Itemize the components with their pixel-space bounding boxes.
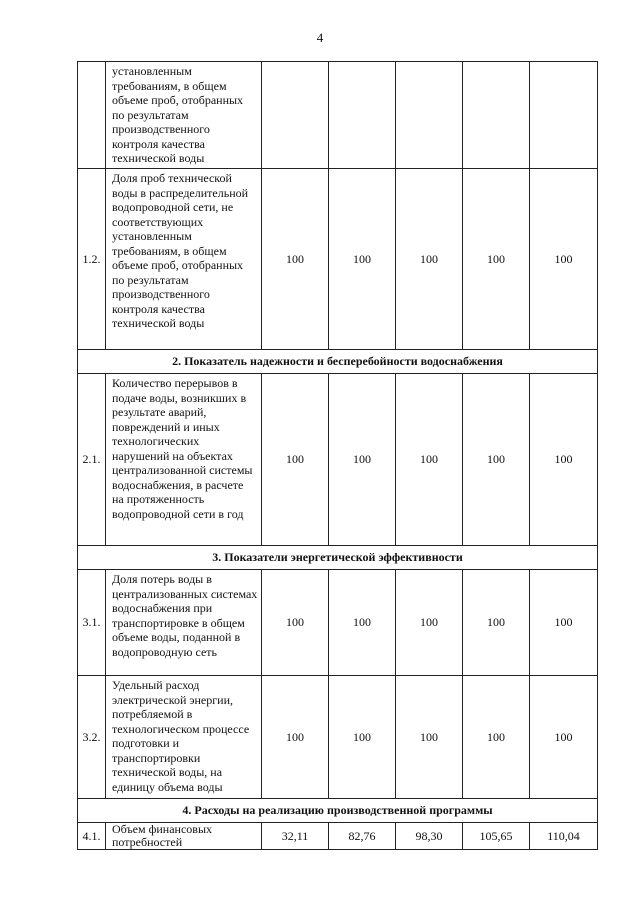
indicator-value <box>329 62 396 169</box>
row-number: 4.1. <box>78 823 106 850</box>
indicator-value <box>463 62 530 169</box>
section-row <box>78 799 598 823</box>
indicator-value: 100 <box>530 169 598 350</box>
indicator-value: 100 <box>396 169 463 350</box>
table-row <box>78 169 598 350</box>
indicator-value: 110,04 <box>530 823 598 850</box>
indicator-value <box>262 62 329 169</box>
indicator-name: Доля проб технической воды в распределительной водопроводной сети, не соответствующих установленным требованиям, в общем объеме проб, отобранных по результатам производственного контроля качества технической воды <box>106 169 262 350</box>
section-title: 2. Показатель надежности и бесперебойности водоснабжения <box>78 350 598 374</box>
indicator-name: Объем финансовых потребностей <box>106 823 262 850</box>
table-row <box>78 823 598 850</box>
indicator-value: 100 <box>329 374 396 546</box>
indicator-value: 100 <box>396 676 463 799</box>
indicator-value: 100 <box>530 570 598 676</box>
section-row <box>78 546 598 570</box>
table-row <box>78 62 598 169</box>
row-number: 3.2. <box>78 676 106 799</box>
table-row <box>78 570 598 676</box>
indicator-value: 100 <box>396 570 463 676</box>
indicator-value: 100 <box>262 374 329 546</box>
indicator-value: 100 <box>396 374 463 546</box>
row-number <box>78 62 106 169</box>
indicator-value: 82,76 <box>329 823 396 850</box>
indicator-value: 100 <box>262 169 329 350</box>
indicators-table <box>77 61 598 850</box>
indicator-value: 100 <box>463 374 530 546</box>
indicator-value: 100 <box>262 570 329 676</box>
indicator-value: 98,30 <box>396 823 463 850</box>
indicator-name: Доля потерь воды в централизованных системах водоснабжения при транспортировке в общем объеме воды, поданной в водопроводную сеть <box>106 570 262 676</box>
page-number: 4 <box>316 30 324 45</box>
row-number: 1.2. <box>78 169 106 350</box>
indicator-value: 100 <box>463 570 530 676</box>
indicator-value: 32,11 <box>262 823 329 850</box>
indicator-value <box>530 62 598 169</box>
indicator-value: 100 <box>329 676 396 799</box>
row-number: 2.1. <box>78 374 106 546</box>
indicator-value: 100 <box>463 169 530 350</box>
indicator-name: установленным требованиям, в общем объеме проб, отобранных по результатам производственного контроля качества технической воды <box>106 62 262 169</box>
indicator-value: 105,65 <box>463 823 530 850</box>
indicator-name: Удельный расход электрической энергии, потребляемой в технологическом процессе подготовки и транспортировки технической воды, на единицу объема воды <box>106 676 262 799</box>
indicator-value: 100 <box>262 676 329 799</box>
indicator-value: 100 <box>530 676 598 799</box>
table-row <box>78 676 598 799</box>
indicator-value: 100 <box>463 676 530 799</box>
indicator-value: 100 <box>329 570 396 676</box>
section-title: 3. Показатели энергетической эффективности <box>78 546 598 570</box>
section-row <box>78 350 598 374</box>
section-title: 4. Расходы на реализацию производственной программы <box>78 799 598 823</box>
indicator-value: 100 <box>329 169 396 350</box>
table-row <box>78 374 598 546</box>
indicator-value <box>396 62 463 169</box>
row-number: 3.1. <box>78 570 106 676</box>
indicator-value: 100 <box>530 374 598 546</box>
indicator-name: Количество перерывов в подаче воды, возникших в результате аварий, повреждений и иных технологических нарушений на объектах централизованной системы водоснабжения, в расчете на протяженность водопроводной сети в год <box>106 374 262 546</box>
